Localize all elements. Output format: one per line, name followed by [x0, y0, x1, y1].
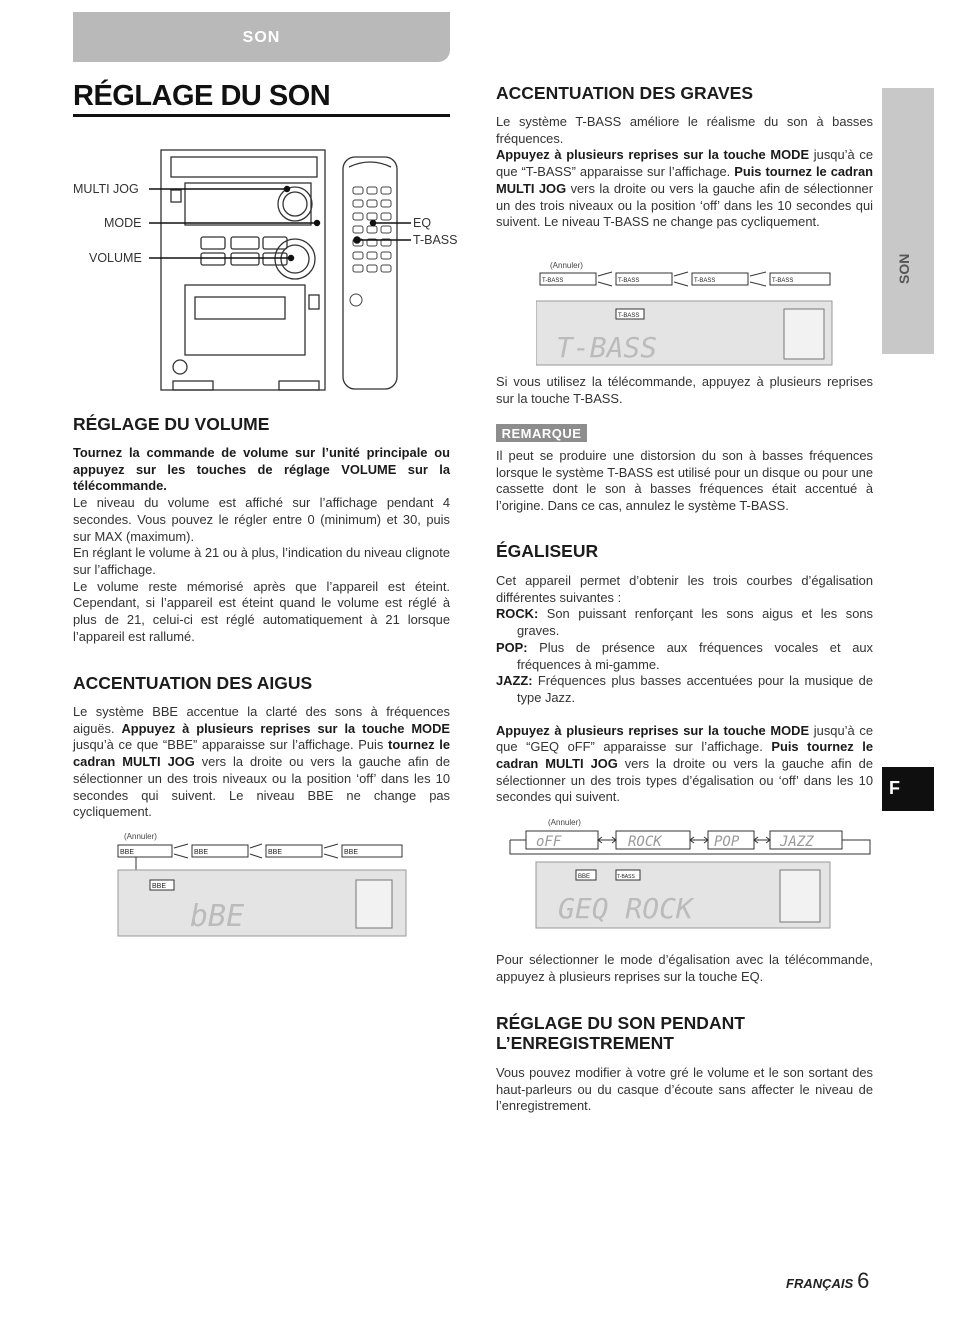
section-header-tab	[73, 12, 450, 62]
egaliseur-section: Cet appareil permet d’obtenir les trois courbes d’égalisation différentes suivantes : ROCK: Son puissant renforçant les sons aigus et les sons graves. POP: Plus de présence aux fréquences vocales et aux fréquences à mi-gamme. JAZZ: Fréquences plus basses accentuées pour la musique de type Jazz. Appuyez à plusieurs reprises sur la touche MODE jusqu’à ce que “GEQ oFF” apparaisse sur l’affichage. Puis tournez le cadran MULTI JOG vers la droite ou vers la gauche afin de sélectionner un des trois types d’égalisation ou ‘off’ dans les 10 secondes qui suivent.	[496, 573, 874, 805]
egaliseur-remote-text: Pour sélectionner le mode d’égalisation avec la télécommande, appuyez à plusieurs reprises sur la touche EQ.	[496, 952, 873, 984]
graves-section: Le système T-BASS améliore le réalisme du son à basses fréquences. Appuyez à plusieurs reprises sur la touche MODE jusqu’à ce que “T-BASS” apparaisse sur l’affichage. Puis tournez le cadran MULTI JOG vers la droite ou vers la gauche afin de sélectionner un des trois niveaux ou la position ‘off’ dans les 10 secondes qui suivent. Le niveau T-BASS ne change pas cycliquement.	[496, 114, 873, 230]
label-multi-jog: MULTI JOG	[73, 182, 139, 196]
device-diagram	[73, 145, 468, 395]
label-mode: MODE	[104, 216, 142, 230]
svg-text:oFF: oFF	[536, 834, 562, 850]
side-tab-son: SON	[882, 88, 934, 354]
remarque-text: Il peut se produire une distorsion du son à basses fréquences lorsque le système T-BASS est utilisé pour un disque ou pour une cassette dont le son à basses fréquences était accentué à l’origine. Dans ce cas, annulez le système T-BASS.	[496, 448, 873, 514]
svg-text:ROCK: ROCK	[628, 834, 662, 850]
volume-instruction: Tournez la commande de volume sur l’unité principale ou appuyez sur les touches de réglage VOLUME sur la télécommande.	[73, 445, 450, 494]
aigus-section: Le système BBE accentue la clarté des sons à fréquences aiguës. Appuyez à plusieurs reprises sur la touche MODE jusqu’à ce que “BBE” apparaisse sur l’affichage. Puis tournez le cadran MULTI JOG vers la droite ou vers la gauche afin de sélectionner un des trois niveaux ou la position ‘off’ dans les 10 secondes qui suivent. Le niveau BBE ne change pas cycliquement.	[73, 704, 450, 820]
svg-text:T-BASS: T-BASS	[772, 278, 794, 284]
heading-volume: RÉGLAGE DU VOLUME	[73, 414, 270, 434]
tbass-lcd-text: T-BASS	[556, 331, 658, 364]
footer-language: FRANÇAIS	[786, 1276, 854, 1291]
page-footer	[786, 1268, 869, 1294]
volume-paragraph-3: Le volume reste mémorisé après que l’appareil est éteint. Cependant, si l’appareil est éteint quand le volume est réglé à plus de 21, celui-ci est réglé automatiquement à 21 lorsque l’appareil est rallumé.	[73, 578, 450, 644]
label-volume: VOLUME	[89, 251, 142, 265]
heading-graves: ACCENTUATION DES GRAVES	[496, 83, 754, 103]
eq-display-figure	[496, 814, 874, 932]
svg-text:BBE: BBE	[152, 883, 167, 890]
page-title: RÉGLAGE DU SON	[73, 80, 331, 112]
heading-enregistrement: RÉGLAGE DU SON PENDANT L’ENREGISTREMENT	[496, 1013, 745, 1053]
page-number: 6	[857, 1268, 870, 1293]
svg-text:T-BASS: T-BASS	[617, 874, 635, 880]
label-tbass: T-BASS	[413, 233, 458, 247]
svg-text:T-BASS: T-BASS	[618, 278, 640, 284]
svg-text:BBE: BBE	[578, 874, 591, 880]
svg-text:POP: POP	[714, 834, 740, 850]
heading-egaliseur: ÉGALISEUR	[496, 541, 599, 561]
svg-text:BBE: BBE	[120, 849, 135, 856]
svg-text:BBE: BBE	[194, 849, 209, 856]
remarque-badge: REMARQUE	[496, 424, 587, 442]
label-eq: EQ	[413, 216, 432, 230]
svg-text:T-BASS: T-BASS	[618, 313, 640, 319]
svg-text:(Annuler): (Annuler)	[124, 832, 157, 841]
svg-text:BBE: BBE	[268, 849, 283, 856]
svg-text:BBE: BBE	[344, 849, 359, 856]
svg-text:JAZZ: JAZZ	[780, 834, 814, 850]
volume-paragraph-2: En réglant le volume à 21 ou à plus, l’indication du niveau clignote sur l’affichage.	[73, 545, 450, 577]
enregistrement-text: Vous pouvez modifier à votre gré le volume et le son sortant des haut-parleurs ou du casque d’écoute sans affecter le niveau de l’enregistrement.	[496, 1065, 873, 1114]
volume-section	[73, 445, 450, 645]
volume-paragraph-1: Le niveau du volume est affiché sur l’affichage pendant 4 secondes. Vous pouvez le régler entre 0 (minimum) et 30, puis sur MAX (maximum).	[73, 495, 450, 544]
bbe-display-figure	[116, 828, 408, 938]
tbass-display-figure	[536, 257, 836, 369]
eq-lcd-text: GEQ ROCK	[558, 892, 693, 925]
graves-remote-text: Si vous utilisez la télécommande, appuyez à plusieurs reprises sur la touche T-BASS.	[496, 374, 873, 406]
svg-text:(Annuler): (Annuler)	[548, 818, 581, 827]
svg-text:T-BASS: T-BASS	[542, 278, 564, 284]
svg-text:(Annuler): (Annuler)	[550, 261, 583, 270]
side-tab-language: F	[882, 767, 934, 811]
section-header-label: SON	[242, 29, 281, 46]
bbe-lcd-text: bBE	[190, 899, 245, 934]
title-divider	[73, 114, 450, 117]
svg-text:T-BASS: T-BASS	[694, 278, 716, 284]
heading-aigus: ACCENTUATION DES AIGUS	[73, 673, 313, 693]
